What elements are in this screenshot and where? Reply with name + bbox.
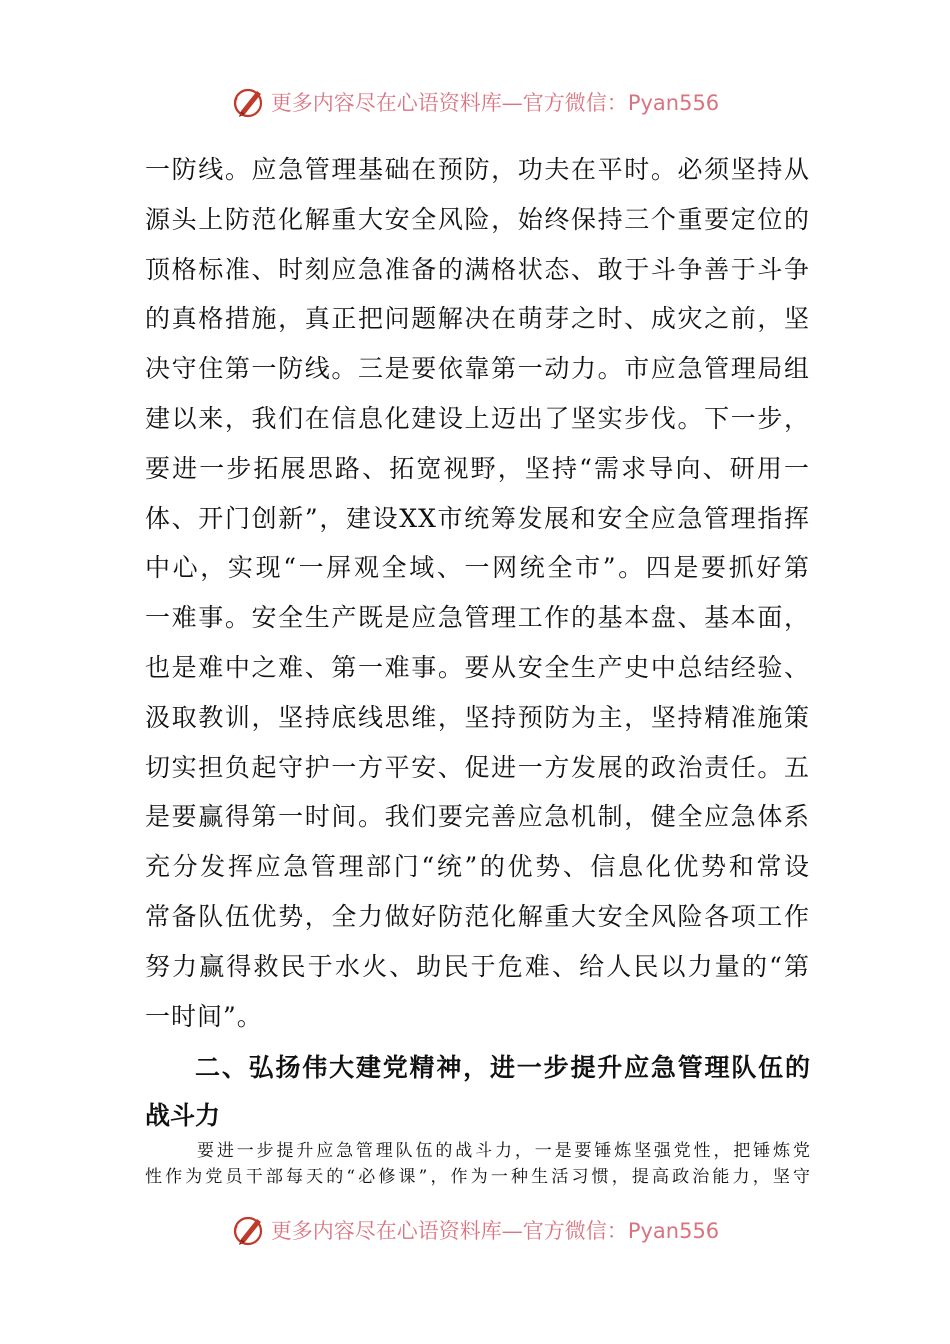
pen-in-circle-logo-icon — [231, 1212, 267, 1248]
pen-in-circle-logo-icon — [231, 84, 267, 120]
body-line: 的真格措施，真正把问题解决在萌芽之时、成灾之前，坚 — [145, 304, 810, 334]
banner-text — [271, 87, 719, 117]
body-line: 要进一步拓展思路、拓宽视野，坚持“需求导向、研用一 — [145, 453, 810, 483]
banner-wechat-id: Pyan556 — [627, 1219, 720, 1243]
body-line: 一防线。应急管理基础在预防，功夫在平时。必须坚持从 — [145, 155, 810, 184]
header-banner — [0, 82, 950, 122]
body-line: 也是难中之难、第一难事。要从安全生产史中总结经验、 — [145, 652, 810, 682]
body-line: 一时间”。 — [145, 1001, 263, 1031]
banner-wechat-id: Pyan556 — [627, 91, 720, 115]
body-line: 是要赢得第一时间。我们要完善应急机制，健全应急体系 — [145, 802, 810, 832]
section-body-line: 要进一步提升应急管理队伍的战斗力，一是要锤炼坚强党性，把锤炼党 — [197, 1141, 810, 1161]
banner-text-cn: 更多内容尽在心语资料库—官方微信： — [270, 91, 628, 115]
body-line: 体、开门创新”，建设XX市统筹发展和安全应急管理指挥 — [145, 503, 810, 533]
banner-text-cn: 更多内容尽在心语资料库—官方微信： — [270, 1219, 628, 1243]
body-line: 中心，实现“一屏观全域、一网统全市”。四是要抓好第 — [145, 553, 810, 583]
body-line: 决守住第一防线。三是要依靠第一动力。市应急管理局组 — [145, 354, 810, 384]
banner-text — [271, 1215, 719, 1245]
body-line: 建以来，我们在信息化建设上迈出了坚实步伐。下一步， — [145, 403, 810, 433]
body-line: 源头上防范化解重大安全风险，始终保持三个重要定位的 — [145, 204, 810, 234]
body-line: 常备队伍优势，全力做好防范化解重大安全风险各项工作 — [145, 901, 810, 931]
body-line: 努力赢得救民于水火、助民于危难、给人民以力量的“第 — [145, 951, 810, 981]
section-heading-line-2: 战斗力 — [145, 1101, 221, 1130]
body-line: 充分发挥应急管理部门“统”的优势、信息化优势和常设 — [145, 852, 810, 882]
body-line: 一难事。安全生产既是应急管理工作的基本盘、基本面， — [145, 603, 810, 633]
section-body-line: 性作为党员干部每天的“必修课”，作为一种生活习惯，提高政治能力，坚守 — [145, 1167, 810, 1187]
body-line: 切实担负起守护一方平安、促进一方发展的政治责任。五 — [145, 752, 810, 782]
body-line: 汲取教训，坚持底线思维，坚持预防为主，坚持精准施策 — [145, 702, 810, 732]
body-paragraph — [145, 145, 810, 1041]
footer-banner — [0, 1210, 950, 1250]
body-line: 顶格标准、时刻应急准备的满格状态、敢于斗争善于斗争 — [145, 254, 810, 284]
section-heading-line-1: 二、弘扬伟大建党精神，进一步提升应急管理队伍的 — [195, 1053, 810, 1082]
section-paragraph — [145, 1138, 810, 1190]
